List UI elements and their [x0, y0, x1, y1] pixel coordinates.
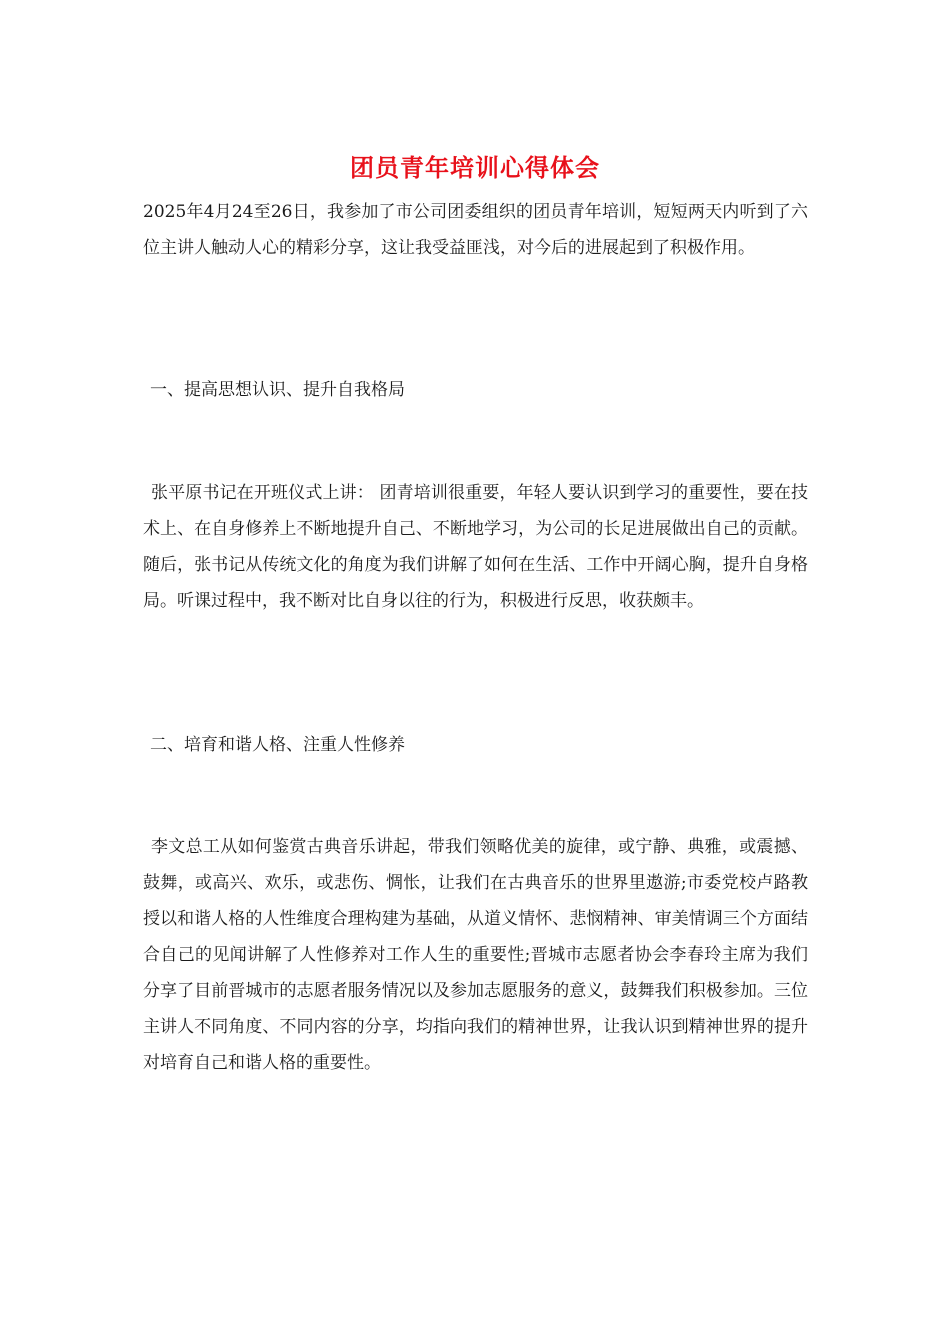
section-body-2: 李文总工从如何鉴赏古典音乐讲起，带我们领略优美的旋律，或宁静、典雅，或震撼、鼓舞，或高兴、欢乐，或悲伤、惆怅，让我们在古典音乐的世界里遨游;市委党校卢路教授以和谐人格的人性维度合理构建为基础，从道义情怀、悲悯精神、审美情调三个方面结合自己的见闻讲解了人性修养对工作人生的重要性;晋城市志愿者协会李春玲主席为我们分享了目前晋城市的志愿者服务情况以及参加志愿服务的意义，鼓舞我们积极参加。三位主讲人不同角度、不同内容的分享，均指向我们的精神世界，让我认识到精神世界的提升对培育自己和谐人格的重要性。 [143, 837, 808, 1073]
section-body-1: 张平原书记在开班仪式上讲： 团青培训很重要，年轻人要认识到学习的重要性，要在技术上、在自身修养上不断地提升自己、不断地学习，为公司的长足进展做出自己的贡献。 随后，张书记从传统文化的角度为我们讲解了如何在生活、工作中开阔心胸，提升自身格局。听课过程中，我不断对比自身以往的行为，积极进行反思，收获颇丰。 [143, 483, 808, 611]
intro-paragraph: 2025年4月24至26日，我参加了市公司团委组织的团员青年培训，短短两天内听到了六位主讲人触动人心的精彩分享，这让我受益匪浅，对今后的进展起到了积极作用。 [143, 202, 808, 258]
section-heading-2: 二、培育和谐人格、注重人性修养 [150, 735, 405, 755]
document-title: 团员青年培训心得体会 [350, 154, 600, 182]
section-heading-1: 一、提高思想认识、提升自我格局 [150, 380, 405, 400]
